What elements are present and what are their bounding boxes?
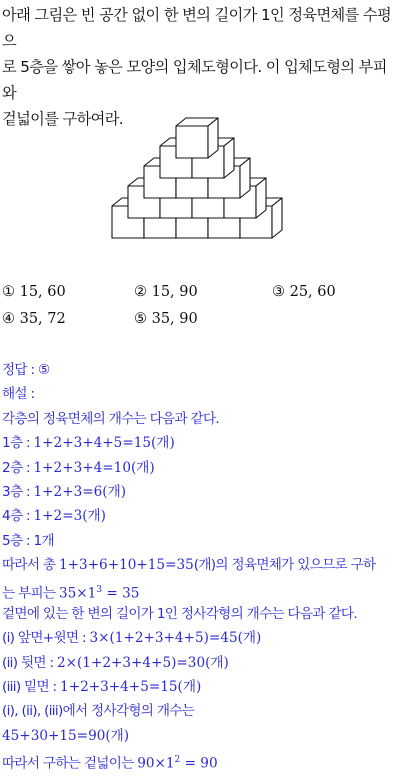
volume-line: 는 부피는 $35\times 1^3 = 35$ — [2, 584, 140, 602]
sum-line: 45+30+15=90(개) — [2, 727, 130, 744]
question-line-1: 아래 그림은 빈 공간 없이 한 변의 길이가 1인 정육면체를 수평으 — [2, 6, 392, 50]
cube — [176, 118, 218, 158]
solution — [2, 358, 400, 773]
front-top-line: (i) 앞면+윗면 : 3×(1+2+3+4+5)=45(개) — [2, 630, 262, 647]
choice-1[interactable]: ① 15, 60 — [2, 284, 66, 300]
question-line-2: 로 5층을 쌓아 놓은 모양의 입체도형이다. 이 입체도형의 부피와 — [2, 58, 387, 102]
bottom-line: (iii) 밑면 : 1+2+3+4+5=15(개) — [2, 679, 202, 696]
layer-4-line: 4층 : 1+2=3(개) — [2, 508, 106, 525]
total-count-line: 따라서 총 1+3+6+10+15=35(개)의 정육면체가 있으므로 구하 — [2, 557, 376, 574]
layer-1-line: 1층 : 1+2+3+4+5=15(개) — [2, 435, 175, 452]
layer-2-line: 2층 : 1+2+3+4=10(개) — [2, 459, 155, 476]
surface-intro-line: 겉면에 있는 한 변의 길이가 1인 정사각형의 개수는 다음과 같다. — [2, 605, 357, 622]
choice-2[interactable]: ② 15, 90 — [134, 284, 198, 300]
layer-3-line: 3층 : 1+2+3=6(개) — [2, 483, 127, 500]
solution-intro: 각층의 정육면체의 개수는 다음과 같다. — [2, 410, 220, 427]
answer-line: 정답 : ⑤ — [2, 362, 50, 378]
layer-5-line: 5층 : 1개 — [2, 532, 54, 549]
back-line: (ii) 뒷면 : 2×(1+2+3+4+5)=30(개) — [2, 654, 229, 671]
choice-4[interactable]: ④ 35, 72 — [2, 311, 66, 327]
solution-header: 해설 : — [2, 386, 35, 403]
question-line-3: 겉넓이를 구하여라. — [2, 110, 124, 128]
area-line: 따라서 구하는 겉넓이는 $90\times 1^2 = 90$ — [2, 755, 218, 772]
stacked-cubes-figure — [108, 84, 298, 244]
sum-intro-line: (i), (ii), (iii)에서 정사각형의 개수는 — [2, 703, 195, 720]
choice-3[interactable]: ③ 25, 60 — [272, 284, 336, 300]
choice-5[interactable]: ⑤ 35, 90 — [134, 311, 198, 327]
